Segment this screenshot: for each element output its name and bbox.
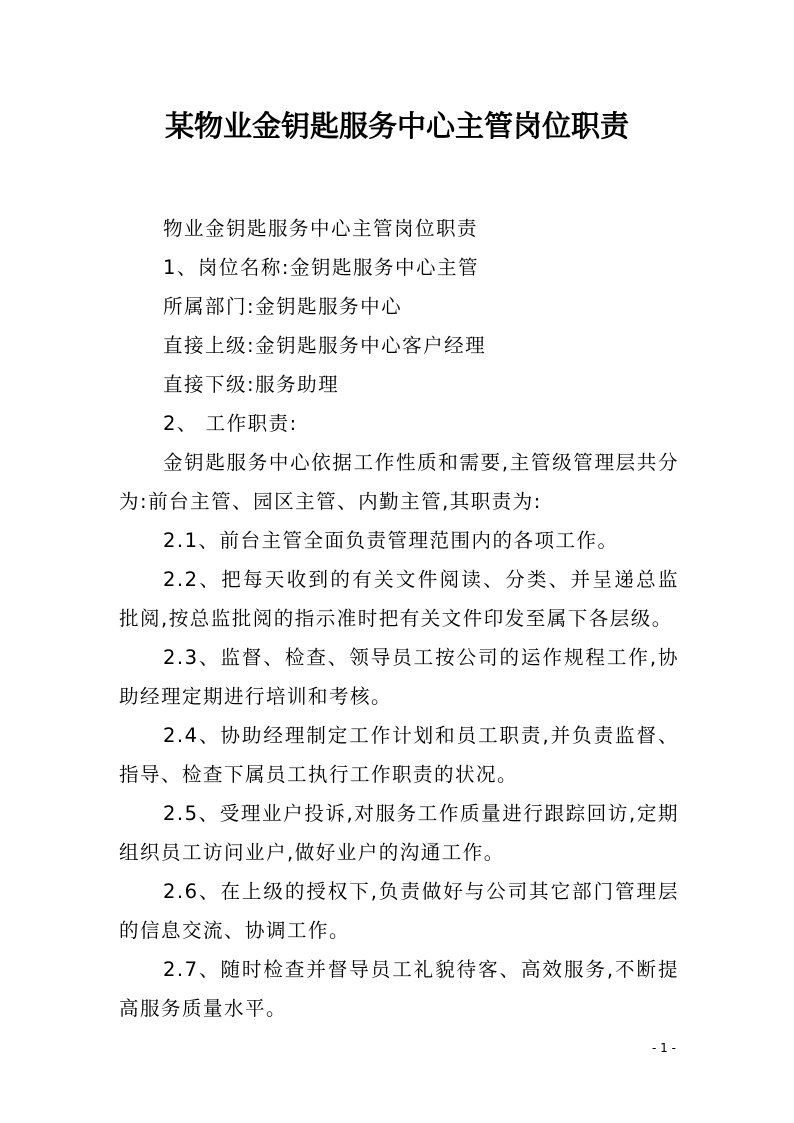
paragraph-department: 所属部门:金钥匙服务中心 (163, 295, 403, 318)
paragraph-duty-2-4: 2.4、协助经理制定工作计划和员工职责,并负责监督、指导、检查下属员工执行工作职责的状况。 (119, 724, 679, 786)
page-number: - 1 - (652, 1041, 676, 1055)
document-title: 某物业金钥匙服务中心主管岗位职责 (164, 109, 629, 143)
paragraph-duties-intro: 金钥匙服务中心依据工作性质和需要,主管级管理层共分为:前台主管、园区主管、内勤主管,其职责为: (119, 451, 679, 513)
paragraph-direct-superior: 直接上级:金钥匙服务中心客户经理 (163, 334, 487, 357)
paragraph-duty-2-7: 2.7、随时检查并督导员工礼貌待客、高效服务,不断提高服务质量水平。 (119, 958, 679, 1020)
paragraph-heading: 物业金钥匙服务中心主管岗位职责 (163, 217, 479, 240)
paragraph-position-name: 1、岗位名称:金钥匙服务中心主管 (163, 256, 479, 279)
paragraph-duty-2-1: 2.1、前台主管全面负责管理范围内的各项工作。 (163, 529, 619, 552)
document-body (119, 209, 679, 1028)
paragraph-duty-2-2: 2.2、把每天收到的有关文件阅读、分类、并呈递总监批阅,按总监批阅的指示准时把有关文件印发至属下各层级。 (119, 568, 679, 630)
paragraph-direct-subordinate: 直接下级:服务助理 (163, 373, 340, 396)
paragraph-duty-2-6: 2.6、在上级的授权下,负责做好与公司其它部门管理层的信息交流、协调工作。 (119, 880, 679, 942)
paragraph-duty-2-5: 2.5、受理业户投诉,对服务工作质量进行跟踪回访,定期组织员工访问业户,做好业户的沟通工作。 (119, 802, 679, 864)
paragraph-duties-heading: 2、 工作职责: (163, 412, 298, 435)
paragraph-duty-2-3: 2.3、监督、检查、领导员工按公司的运作规程工作,协助经理定期进行培训和考核。 (119, 646, 679, 708)
